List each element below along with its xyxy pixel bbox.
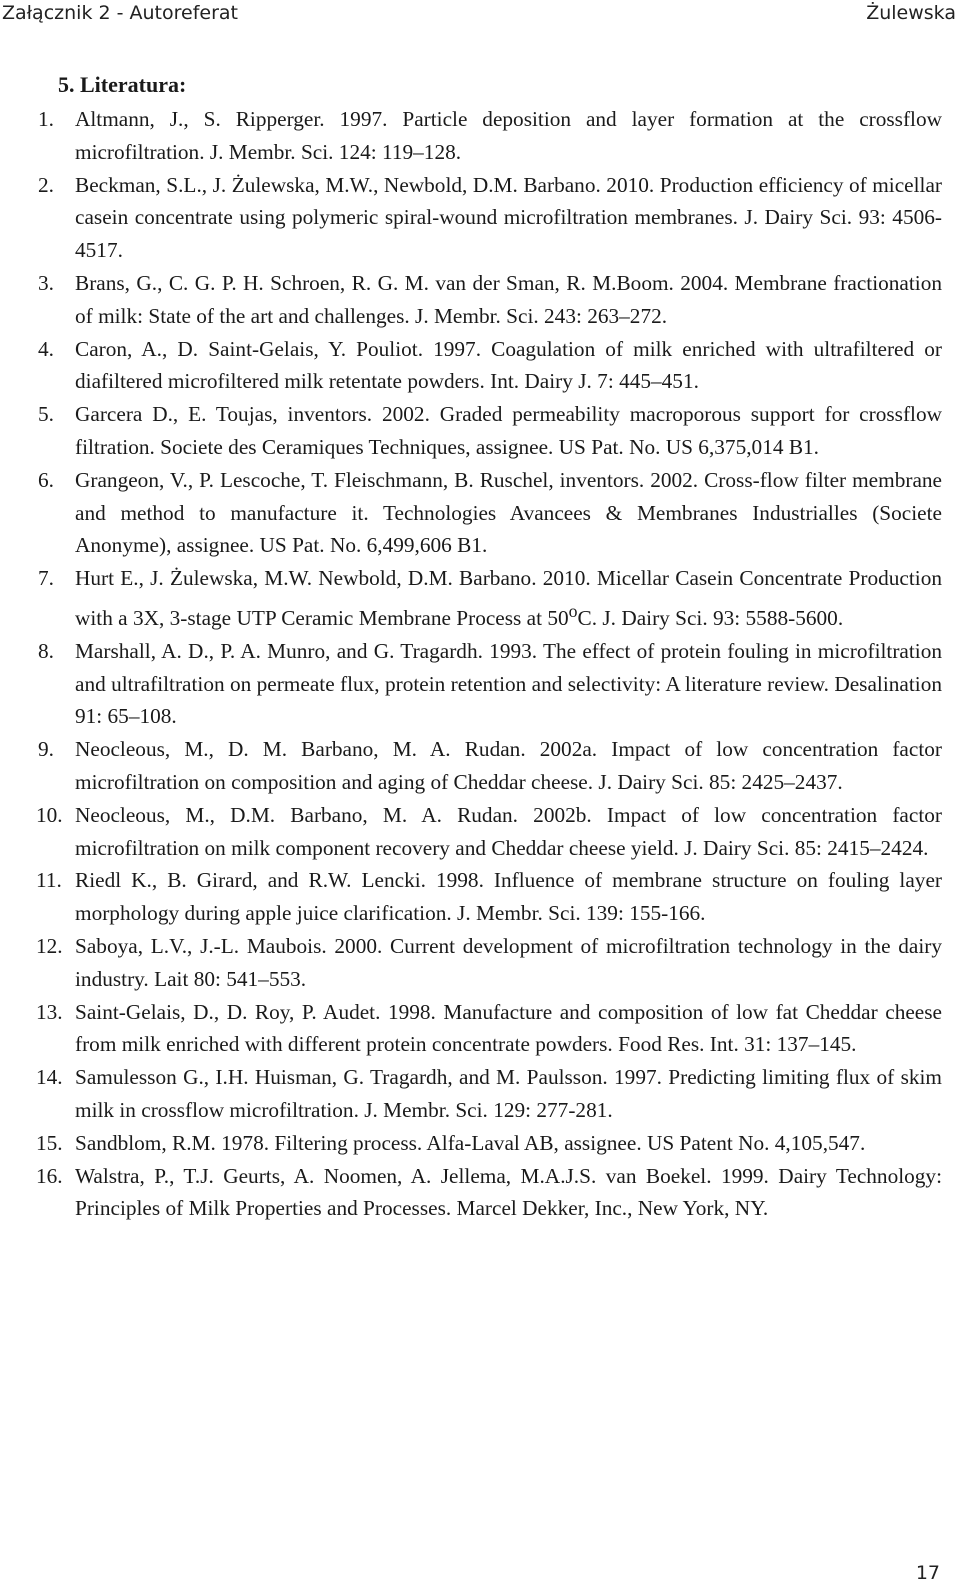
reference-item [38,864,942,930]
reference-number: 12. [36,934,63,959]
header-author: Żulewska [866,2,956,24]
reference-number: 6. [38,467,54,492]
reference-text: Riedl K., B. Girard, and R.W. Lencki. 1998. Influence of membrane structure on fouling layer morphology during apple juice clarification. J. Membr. Sci. 139: 155-166. [75,868,942,926]
reference-item [38,267,942,333]
reference-item [38,996,942,1062]
reference-item [38,103,942,169]
reference-number: 15. [36,1130,63,1155]
reference-text [75,566,942,630]
reference-item [38,930,942,996]
superscript-degree: o [568,600,578,621]
reference-text: Saint-Gelais, D., D. Roy, P. Audet. 1998. Manufacture and composition of low fat Cheddar cheese from milk enriched with different protein concentrate powders. Food Res. Int. 31: 137–145. [75,999,942,1057]
reference-item [38,562,942,635]
reference-item [38,169,942,267]
page-number: 17 [915,1562,940,1584]
reference-number: 1. [38,107,54,131]
reference-text: Marshall, A. D., P. A. Munro, and G. Tragardh. 1993. The effect of protein fouling in microfiltration and ultrafiltration on permeate flux, protein retention and selectivity: A literature review. Desalination 91: 65–108. [75,638,942,729]
reference-text: Grangeon, V., P. Lescoche, T. Fleischmann, B. Ruschel, inventors. 2002. Cross-flow filter membrane and method to manufacture it. Technologies Avancees & Membranes Industrialles (Societe Anonyme), assignee. US Pat. No. 6,499,606 B1. [75,467,942,558]
reference-text-part: Hurt E., J. Żulewska, M.W. Newbold, D.M. Barbano. 2010. Micellar Casein Concentrate Production with a 3X, 3-stage UTP Ceramic Membrane Process at 50 [75,566,942,631]
reference-number: 5. [38,402,54,427]
reference-item [38,333,942,399]
reference-text: Sandblom, R.M. 1978. Filtering process. Alfa-Laval AB, assignee. US Patent No. 4,105,547. [75,1130,866,1155]
reference-number: 8. [38,638,54,663]
reference-text: Beckman, S.L., J. Żulewska, M.W., Newbold, D.M. Barbano. 2010. Production efficiency of micellar casein concentrate using polymeric spiral-wound microfiltration membranes. J. Dairy Sci. 93: 4506-4517. [75,172,942,263]
reference-text: Saboya, L.V., J.-L. Maubois. 2000. Current development of microfiltration technology in the dairy industry. Lait 80: 541–553. [75,934,942,991]
reference-number: 16. [36,1163,63,1188]
reference-text: Caron, A., D. Saint-Gelais, Y. Pouliot. 1997. Coagulation of milk enriched with ultrafiltered or diafiltered microfiltered milk retentate powders. Int. Dairy J. 7: 445–451. [75,336,942,394]
reference-item [38,799,942,865]
reference-number: 14. [36,1065,63,1090]
reference-text: Altmann, J., S. Ripperger. 1997. Particle deposition and layer formation at the crossflow microfiltration. J. Membr. Sci. 124: 119–128. [75,107,942,164]
reference-number: 4. [38,336,54,361]
reference-number: 3. [38,270,54,295]
reference-text: Neocleous, M., D.M. Barbano, M. A. Rudan. 2002b. Impact of low concentration factor microfiltration on milk component recovery and Cheddar cheese yield. J. Dairy Sci. 85: 2415–2424. [75,802,942,860]
reference-number: 2. [38,172,54,197]
section-title: 5. Literatura: [58,72,187,97]
reference-item [38,1061,942,1127]
reference-number: 10. [36,802,63,827]
reference-number: 9. [38,737,54,762]
reference-text: Brans, G., C. G. P. H. Schroen, R. G. M. van der Sman, R. M.Boom. 2004. Membrane fractionation of milk: State of the art and challenges. J. Membr. Sci. 243: 263–272. [75,270,942,328]
header-document-title: Załącznik 2 - Autoreferat [2,2,238,24]
reference-text: Walstra, P., T.J. Geurts, A. Noomen, A. Jellema, M.A.J.S. van Boekel. 1999. Dairy Technology: Principles of Milk Properties and Processes. Marcel Dekker, Inc., New York, NY. [75,1163,942,1221]
reference-number: 7. [38,566,54,591]
reference-text: Garcera D., E. Toujas, inventors. 2002. Graded permeability macroporous support for crossflow filtration. Societe des Ceramiques Techniques, assignee. US Pat. No. US 6,375,014 B1. [75,402,942,459]
reference-item [38,733,942,799]
reference-text-part: C. J. Dairy Sci. 93: 5588-5600. [577,606,844,631]
reference-item [38,398,942,464]
reference-item [38,635,942,733]
reference-text: Samulesson G., I.H. Huisman, G. Tragardh, and M. Paulsson. 1997. Predicting limiting flux of skim milk in crossflow microfiltration. J. Membr. Sci. 129: 277-281. [75,1065,942,1122]
reference-number: 11. [36,868,62,893]
reference-item [38,1127,942,1160]
reference-item [38,1160,942,1226]
reference-number: 13. [36,999,63,1024]
reference-list [38,103,942,1225]
reference-item [38,464,942,562]
reference-text: Neocleous, M., D. M. Barbano, M. A. Rudan. 2002a. Impact of low concentration factor microfiltration on composition and aging of Cheddar cheese. J. Dairy Sci. 85: 2425–2437. [75,737,942,795]
